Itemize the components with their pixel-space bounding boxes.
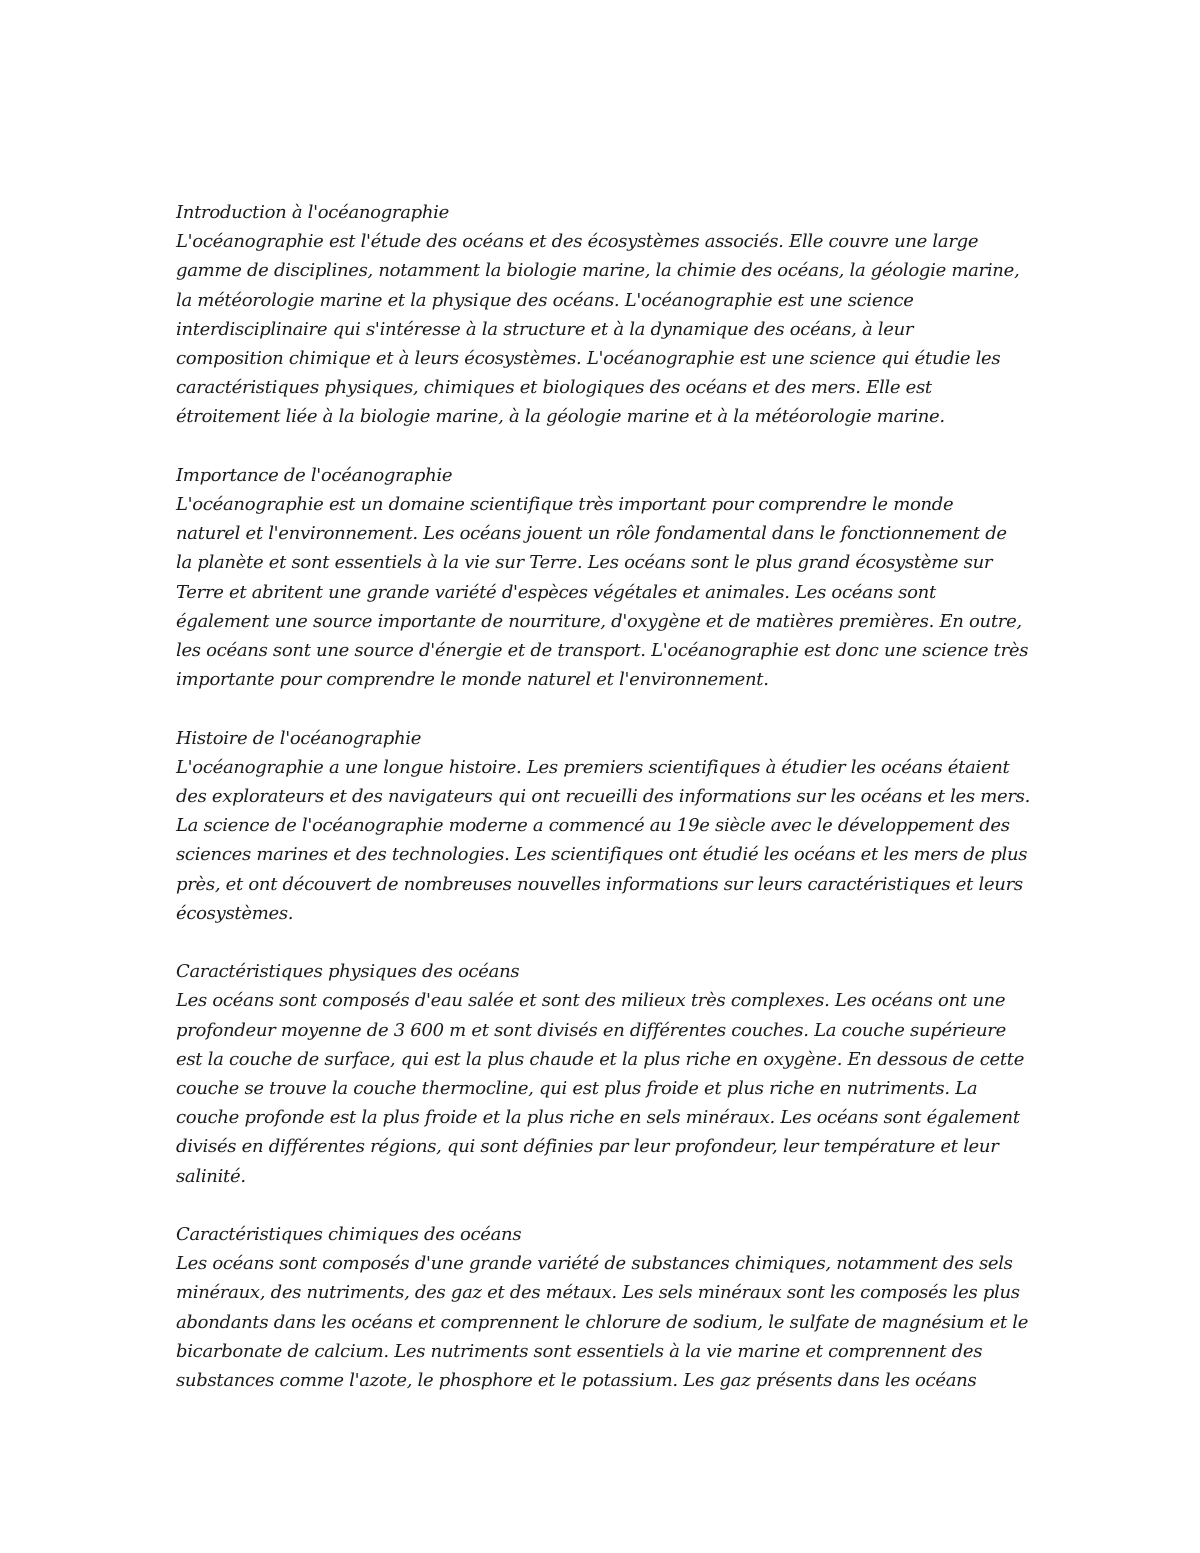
paragraph-line: des explorateurs et des navigateurs qui ont recueilli des informations sur les océans et les mers. xyxy=(176,786,1031,808)
paragraph-line: Terre et abritent une grande variété d'espèces végétales et animales. Les océans sont xyxy=(176,581,936,603)
paragraph-line: salinité. xyxy=(176,1165,246,1187)
section-heading: Importance de l'océanographie xyxy=(176,464,453,486)
paragraph-line: est la couche de surface, qui est la plus chaude et la plus riche en oxygène. En dessous de cette xyxy=(176,1048,1025,1070)
paragraph-line: divisés en différentes régions, qui sont définies par leur profondeur, leur température et leur xyxy=(176,1136,999,1158)
paragraph-line: sciences marines et des technologies. Les scientifiques ont étudié les océans et les mers de plus xyxy=(176,844,1028,866)
paragraph-line: profondeur moyenne de 3 600 m et sont divisés en différentes couches. La couche supérieure xyxy=(176,1019,1006,1041)
section-history xyxy=(176,724,1032,928)
paragraph-line: substances comme l'azote, le phosphore et le potassium. Les gaz présents dans les océans xyxy=(176,1370,977,1392)
paragraph-line: également une source importante de nourriture, d'oxygène et de matières premières. En outre, xyxy=(176,610,1022,632)
paragraph-line: gamme de disciplines, notamment la biologie marine, la chimie des océans, la géologie marine, xyxy=(176,260,1020,282)
paragraph-line: couche se trouve la couche thermocline, qui est plus froide et plus riche en nutriments. La xyxy=(176,1078,978,1100)
paragraph-line: naturel et l'environnement. Les océans jouent un rôle fondamental dans le fonctionnement de xyxy=(176,523,1007,545)
paragraph-line: bicarbonate de calcium. Les nutriments sont essentiels à la vie marine et comprennent des xyxy=(176,1340,983,1362)
section-heading: Caractéristiques physiques des océans xyxy=(176,961,520,983)
paragraph-line: composition chimique et à leurs écosystèmes. L'océanographie est une science qui étudie les xyxy=(176,348,1001,370)
paragraph-line: minéraux, des nutriments, des gaz et des métaux. Les sels minéraux sont les composés les plus xyxy=(176,1282,1020,1304)
section-heading: Histoire de l'océanographie xyxy=(176,727,422,749)
paragraph-line: couche profonde est la plus froide et la plus riche en sels minéraux. Les océans sont également xyxy=(176,1107,1020,1129)
paragraph-line: écosystèmes. xyxy=(176,902,294,924)
paragraph-line: importante pour comprendre le monde naturel et l'environnement. xyxy=(176,669,769,691)
section-introduction xyxy=(176,198,1032,432)
paragraph-line: La science de l'océanographie moderne a commencé au 19e siècle avec le développement des xyxy=(176,815,1010,837)
section-physical-characteristics xyxy=(176,957,1032,1191)
paragraph-line: Les océans sont composés d'une grande variété de substances chimiques, notamment des sels xyxy=(176,1253,1013,1275)
paragraph-line: L'océanographie est l'étude des océans et des écosystèmes associés. Elle couvre une large xyxy=(176,231,979,253)
paragraph-line: L'océanographie est un domaine scientifique très important pour comprendre le monde xyxy=(176,494,954,516)
paragraph-line: L'océanographie a une longue histoire. Les premiers scientifiques à étudier les océans étaient xyxy=(176,756,1010,778)
paragraph-line: interdisciplinaire qui s'intéresse à la structure et à la dynamique des océans, à leur xyxy=(176,318,914,340)
section-chemical-characteristics xyxy=(176,1220,1032,1395)
paragraph-line: près, et ont découvert de nombreuses nouvelles informations sur leurs caractéristiques et leurs xyxy=(176,873,1023,895)
paragraph-line: la planète et sont essentiels à la vie sur Terre. Les océans sont le plus grand écosystème sur xyxy=(176,552,993,574)
document-body xyxy=(176,198,1032,1424)
section-heading: Introduction à l'océanographie xyxy=(176,202,449,223)
paragraph-line: caractéristiques physiques, chimiques et biologiques des océans et des mers. Elle est xyxy=(176,377,932,399)
paragraph-line: la météorologie marine et la physique des océans. L'océanographie est une science xyxy=(176,289,914,311)
paragraph-line: les océans sont une source d'énergie et de transport. L'océanographie est donc une science très xyxy=(176,640,1029,662)
section-heading: Caractéristiques chimiques des océans xyxy=(176,1224,522,1246)
paragraph-line: abondants dans les océans et comprennent le chlorure de sodium, le sulfate de magnésium et le xyxy=(176,1311,1029,1333)
section-importance xyxy=(176,461,1032,695)
paragraph-line: étroitement liée à la biologie marine, à la géologie marine et à la météorologie marine. xyxy=(176,406,945,428)
paragraph-line: Les océans sont composés d'eau salée et sont des milieux très complexes. Les océans ont une xyxy=(176,990,1006,1012)
